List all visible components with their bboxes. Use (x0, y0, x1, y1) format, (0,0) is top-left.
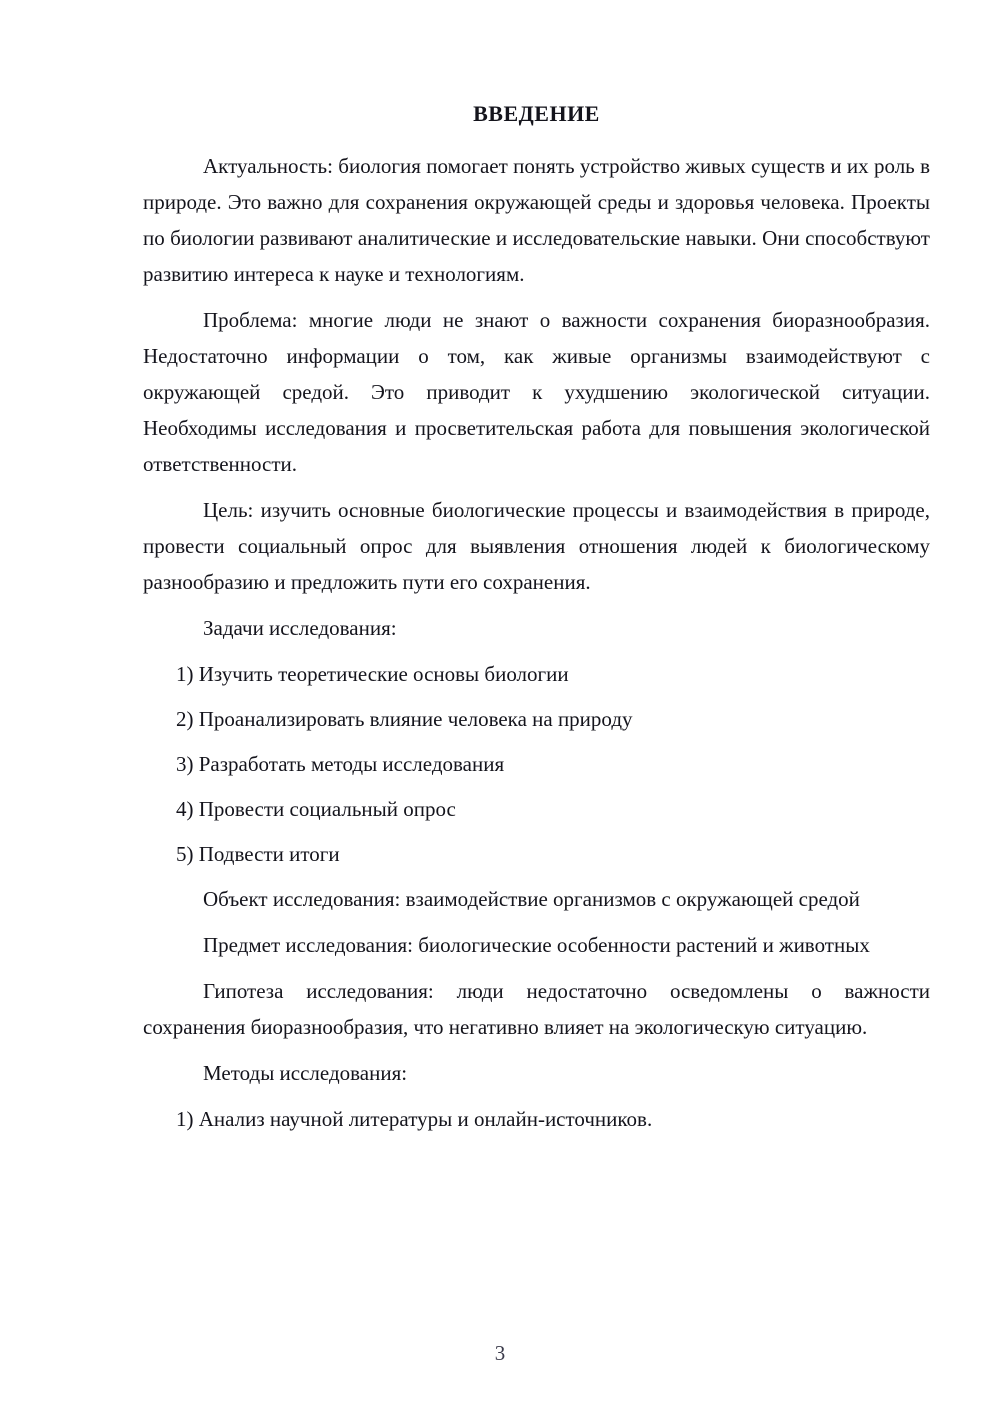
paragraph-problem: Проблема: многие люди не знают о важности сохранения биоразнообразия. Недостаточно информации о том, как живые организмы взаимодействуют с окружающей средой. Это приводит к ухудшению экологической ситуации. Необходимы исследования и просветительская работа для повышения экологической ответственности. (143, 308, 930, 476)
task-item: 5) Подвести итоги (176, 842, 340, 866)
methods-heading: Методы исследования: (203, 1061, 408, 1085)
paragraph-subject: Предмет исследования: биологические особенности растений и животных (203, 933, 870, 957)
page-title: ВВЕДЕНИЕ (473, 101, 600, 126)
method-item: 1) Анализ научной литературы и онлайн-источников. (176, 1107, 653, 1131)
task-item: 1) Изучить теоретические основы биологии (176, 662, 569, 686)
paragraph-goal: Цель: изучить основные биологические процессы и взаимодействия в природе, провести социальный опрос для выявления отношения людей к биологическому разнообразию и предложить пути его сохранения. (143, 498, 930, 594)
task-item: 3) Разработать методы исследования (176, 752, 505, 776)
task-item: 2) Проанализировать влияние человека на природу (176, 707, 633, 731)
paragraph-object: Объект исследования: взаимодействие организмов с окружающей средой (203, 887, 860, 911)
paragraph-hypothesis: Гипотеза исследования: люди недостаточно осведомлены о важности сохранения биоразнообразия, что негативно влияет на экологическую ситуацию. (143, 979, 930, 1039)
page-number: 3 (494, 1341, 506, 1365)
paragraph-actuality: Актуальность: биология помогает понять устройство живых существ и их роль в природе. Это важно для сохранения окружающей среды и здоровья человека. Проекты по биологии развивают аналитические и исследовательские навыки. Они способствуют развитию интереса к науке и технологиям. (143, 154, 930, 286)
tasks-heading: Задачи исследования: (203, 616, 397, 640)
task-item: 4) Провести социальный опрос (176, 797, 456, 821)
